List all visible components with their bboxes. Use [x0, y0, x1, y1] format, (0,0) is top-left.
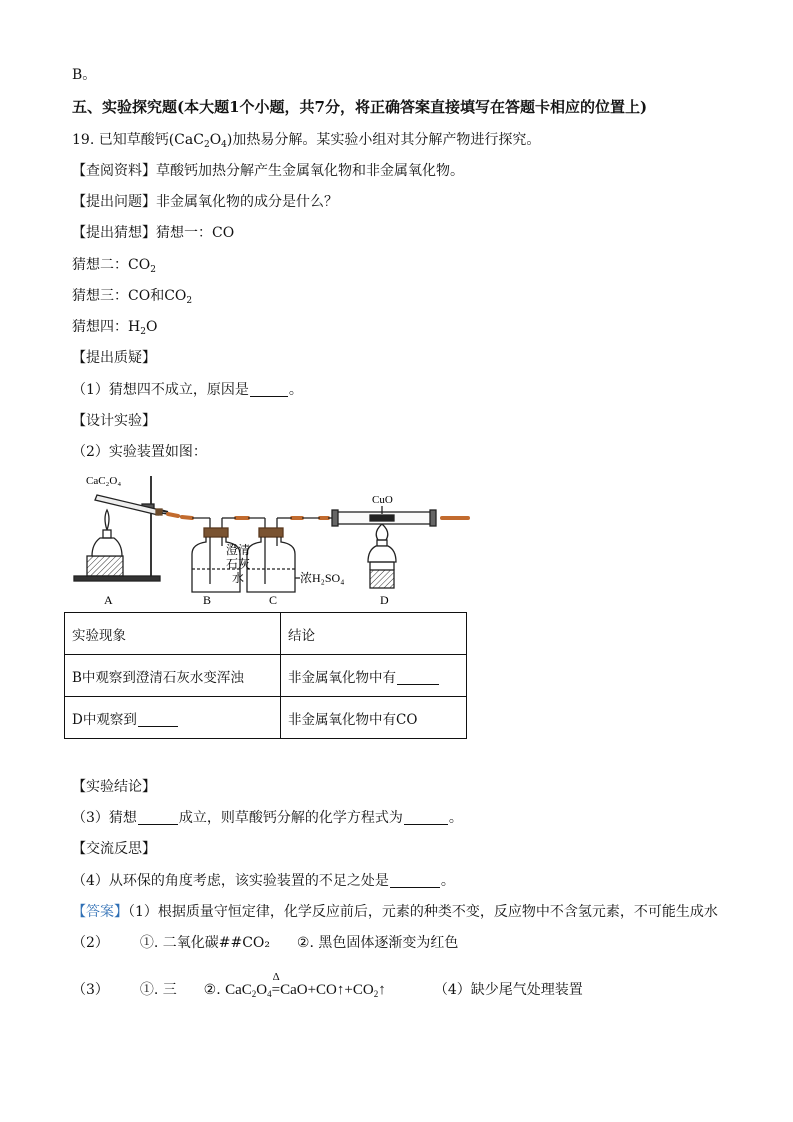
row1-observation: B中观察到澄清石灰水变浑浊 [65, 655, 281, 697]
doubt-label: 【提出质疑】 [72, 350, 156, 366]
apparatus-d [332, 506, 436, 588]
limewater-label-1: 澄清 [226, 543, 251, 557]
q4-suffix: 。 [440, 873, 455, 889]
guess-3-text: 猜想三：CO和CO [72, 288, 187, 304]
sub-2: 2 [140, 327, 146, 337]
guess-2-text: 猜想二：CO [72, 257, 151, 273]
sub-2: 2 [186, 296, 193, 306]
row2-observation-text: D中观察到 [72, 711, 137, 728]
conclusion-label: 【实验结论】 [72, 779, 156, 795]
stem-end: )加热易分解。某实验小组对其分解产物进行探究。 [226, 132, 541, 148]
answer-2-num: （2） [72, 935, 109, 951]
sub-4: 4 [221, 140, 227, 150]
q3-suffix: 。 [448, 810, 463, 826]
question-label: 【提出问题】 [72, 194, 156, 210]
section-heading: 五、实验探究题(本大题1个小题，共7分，将正确答案直接填写在答题卡相应的位置上) [72, 98, 648, 116]
sub-2: 2 [251, 989, 257, 999]
glass-tubes [192, 518, 332, 528]
eq-reactant: CaC [225, 982, 252, 998]
sub-4: 4 [267, 989, 272, 999]
eq-equals: = [271, 982, 281, 998]
apparatus-d-label: D [380, 593, 389, 607]
q3-prefix: （3）猜想 [72, 810, 137, 826]
table-header-row [65, 613, 467, 655]
row1-conclusion [281, 655, 467, 697]
gas-arrow-icon: ↑ [378, 982, 386, 998]
guess-label: 【提出猜想】 [72, 225, 156, 241]
guess-2 [72, 256, 156, 274]
intro-tail: B。 [72, 67, 97, 83]
eq-products-2: +CO [344, 982, 374, 998]
guess-4-text: 猜想四：H [72, 319, 141, 335]
q3-blank-2[interactable] [404, 810, 448, 825]
apparatus-b-label: B [203, 593, 212, 607]
lookup-text: 草酸钙加热分解产生金属氧化物和非金属氧化物。 [156, 163, 464, 179]
question-line [72, 193, 338, 211]
sub-2: 2 [203, 140, 210, 150]
question-number: 19. [72, 132, 95, 148]
eq-products-1: CaO+CO [280, 982, 337, 998]
q3-mid: 成立，则草酸钙分解的化学方程式为 [178, 810, 403, 826]
q1-text: （1）猜想四不成立，原因是 [72, 382, 249, 398]
question-text: 非金属氧化物的成分是什么？ [156, 194, 338, 210]
limewater-label-2: 石灰 [226, 557, 251, 571]
bottle-c [247, 528, 300, 592]
apparatus-diagram [70, 466, 480, 610]
row1-conclusion-text: 非金属氧化物中有 [288, 669, 396, 686]
q4-prefix: （4）从环保的角度考虑，该实验装置的不足之处是 [72, 873, 389, 889]
apparatus-c-label: C [269, 593, 278, 607]
q4-blank[interactable] [390, 873, 440, 888]
row2-conclusion: 非金属氧化物中有CO [281, 697, 467, 739]
row2-blank[interactable] [138, 712, 178, 727]
guess-3 [72, 287, 192, 305]
lookup-line [72, 162, 464, 180]
q3-line [72, 809, 463, 827]
guess-1: 猜想一：CO [156, 225, 235, 241]
reagent-d-label: CuO [372, 494, 393, 506]
q4-line [72, 872, 455, 890]
answer-3-num: （3） [72, 982, 109, 998]
chemical-equation [225, 971, 389, 999]
answer-4: （4）缺少尾气处理装置 [433, 982, 583, 998]
guess-line [72, 224, 234, 242]
stem-prefix: 已知草酸钙(CaC [98, 132, 204, 148]
q2-line: （2）实验装置如图： [72, 444, 207, 460]
answer-3-part1: ①. 三 [139, 982, 177, 998]
answer-1-text: （1）根据质量守恒定律，化学反应前后，元素的种类不变，反应物中不含氢元素，不可能生成水 [128, 904, 718, 920]
answer-3 [72, 971, 583, 999]
eq-o: O [256, 982, 268, 998]
answer-3-part2-label: ②. [203, 982, 221, 998]
apparatus-a [74, 476, 190, 581]
answer-2-part2: ②. 黑色固体逐渐变为红色 [296, 935, 459, 951]
gas-arrow-icon: ↑ [336, 982, 345, 998]
answer-label: 【答案】 [72, 904, 128, 920]
heat-condition: Δ [272, 971, 280, 983]
guess-4-o: O [145, 319, 158, 335]
q3-blank-1[interactable] [138, 810, 178, 825]
table-row [65, 655, 467, 697]
sub-2: 2 [373, 989, 379, 999]
table-row [65, 697, 467, 739]
header-observation: 实验现象 [65, 613, 281, 655]
limewater-label-3: 水 [232, 571, 245, 585]
question-stem [72, 131, 540, 149]
answer-1 [72, 903, 718, 921]
reflect-label: 【交流反思】 [72, 841, 156, 857]
row2-observation [65, 697, 281, 739]
q1-line [72, 381, 303, 399]
q1-suffix: 。 [288, 382, 303, 398]
apparatus-a-label: A [104, 593, 113, 607]
lookup-label: 【查阅资料】 [72, 163, 156, 179]
design-label: 【设计实验】 [72, 413, 156, 429]
answer-2 [72, 934, 458, 952]
guess-4 [72, 318, 157, 336]
header-conclusion: 结论 [281, 613, 467, 655]
row1-blank[interactable] [397, 670, 439, 685]
stem-o: O [209, 132, 222, 148]
acid-label: 浓H₂SO₄ [300, 571, 345, 585]
sub-2: 2 [150, 265, 156, 275]
q1-blank[interactable] [250, 382, 288, 397]
experiment-table [64, 612, 467, 739]
answer-2-part1: ①. 二氧化碳##CO₂ [139, 935, 270, 951]
reagent-a-label: CaC₂O₄ [86, 475, 122, 487]
